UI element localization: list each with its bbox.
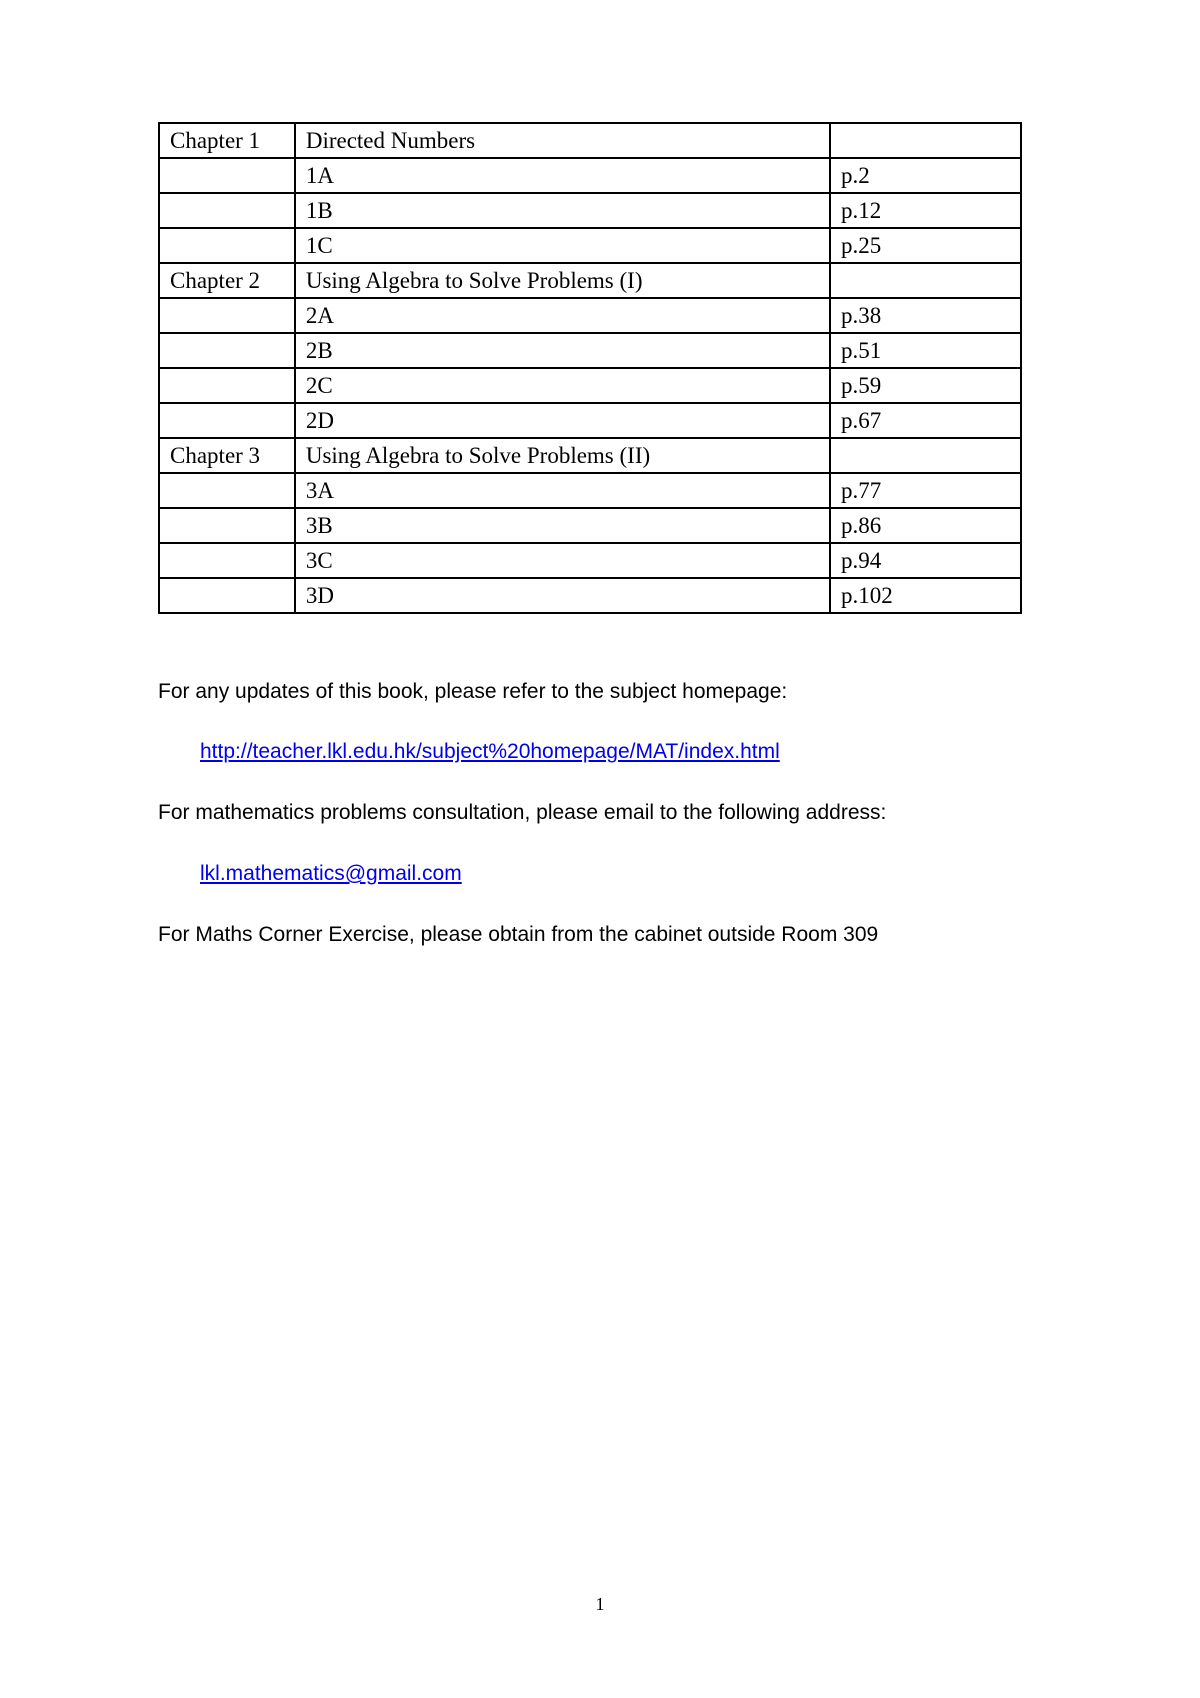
title-cell: Directed Numbers <box>295 123 830 158</box>
table-row <box>159 403 1021 438</box>
table-row <box>159 158 1021 193</box>
table-row <box>159 578 1021 613</box>
title-cell: 3D <box>295 578 830 613</box>
page-cell <box>830 123 1021 158</box>
title-cell: 3B <box>295 508 830 543</box>
table-row <box>159 228 1021 263</box>
table-row <box>159 298 1021 333</box>
maths-corner-note: For Maths Corner Exercise, please obtain from the cabinet outside Room 309 <box>158 923 879 946</box>
title-cell: 2A <box>295 298 830 333</box>
table-row <box>159 263 1021 298</box>
table-row <box>159 123 1021 158</box>
title-cell: 1B <box>295 193 830 228</box>
title-cell: 3C <box>295 543 830 578</box>
title-cell: 2B <box>295 333 830 368</box>
page-cell: p.2 <box>830 158 1021 193</box>
page-cell: p.102 <box>830 578 1021 613</box>
chapter-cell <box>159 543 295 578</box>
chapter-cell: Chapter 3 <box>159 438 295 473</box>
consultation-note: For mathematics problems consultation, please email to the following address: <box>158 801 887 824</box>
homepage-link[interactable]: http://teacher.lkl.edu.hk/subject%20homepage/MAT/index.html <box>200 740 780 763</box>
title-cell: Using Algebra to Solve Problems (II) <box>295 438 830 473</box>
table-row <box>159 368 1021 403</box>
title-cell: 2D <box>295 403 830 438</box>
table-row <box>159 193 1021 228</box>
page-cell <box>830 263 1021 298</box>
chapter-cell <box>159 403 295 438</box>
page-cell: p.25 <box>830 228 1021 263</box>
updates-note: For any updates of this book, please refer to the subject homepage: <box>158 680 788 703</box>
table-row <box>159 543 1021 578</box>
page-cell: p.51 <box>830 333 1021 368</box>
page-number: 1 <box>595 1594 605 1614</box>
table-row <box>159 438 1021 473</box>
page-cell <box>830 438 1021 473</box>
chapter-cell <box>159 473 295 508</box>
chapter-cell <box>159 508 295 543</box>
table-row <box>159 508 1021 543</box>
chapter-cell <box>159 368 295 403</box>
chapter-cell <box>159 578 295 613</box>
title-cell: 2C <box>295 368 830 403</box>
page-cell: p.94 <box>830 543 1021 578</box>
chapter-cell: Chapter 2 <box>159 263 295 298</box>
page-cell: p.86 <box>830 508 1021 543</box>
table-row <box>159 473 1021 508</box>
page-cell: p.59 <box>830 368 1021 403</box>
chapter-cell <box>159 228 295 263</box>
title-cell: Using Algebra to Solve Problems (I) <box>295 263 830 298</box>
page-cell: p.12 <box>830 193 1021 228</box>
table-of-contents <box>158 122 1022 614</box>
chapter-cell <box>159 298 295 333</box>
page-cell: p.38 <box>830 298 1021 333</box>
chapter-cell <box>159 158 295 193</box>
page-cell: p.67 <box>830 403 1021 438</box>
email-link[interactable]: lkl.mathematics@gmail.com <box>200 862 462 885</box>
chapter-cell: Chapter 1 <box>159 123 295 158</box>
chapter-cell <box>159 193 295 228</box>
title-cell: 3A <box>295 473 830 508</box>
chapter-cell <box>159 333 295 368</box>
page-cell: p.77 <box>830 473 1021 508</box>
title-cell: 1A <box>295 158 830 193</box>
table-row <box>159 333 1021 368</box>
title-cell: 1C <box>295 228 830 263</box>
